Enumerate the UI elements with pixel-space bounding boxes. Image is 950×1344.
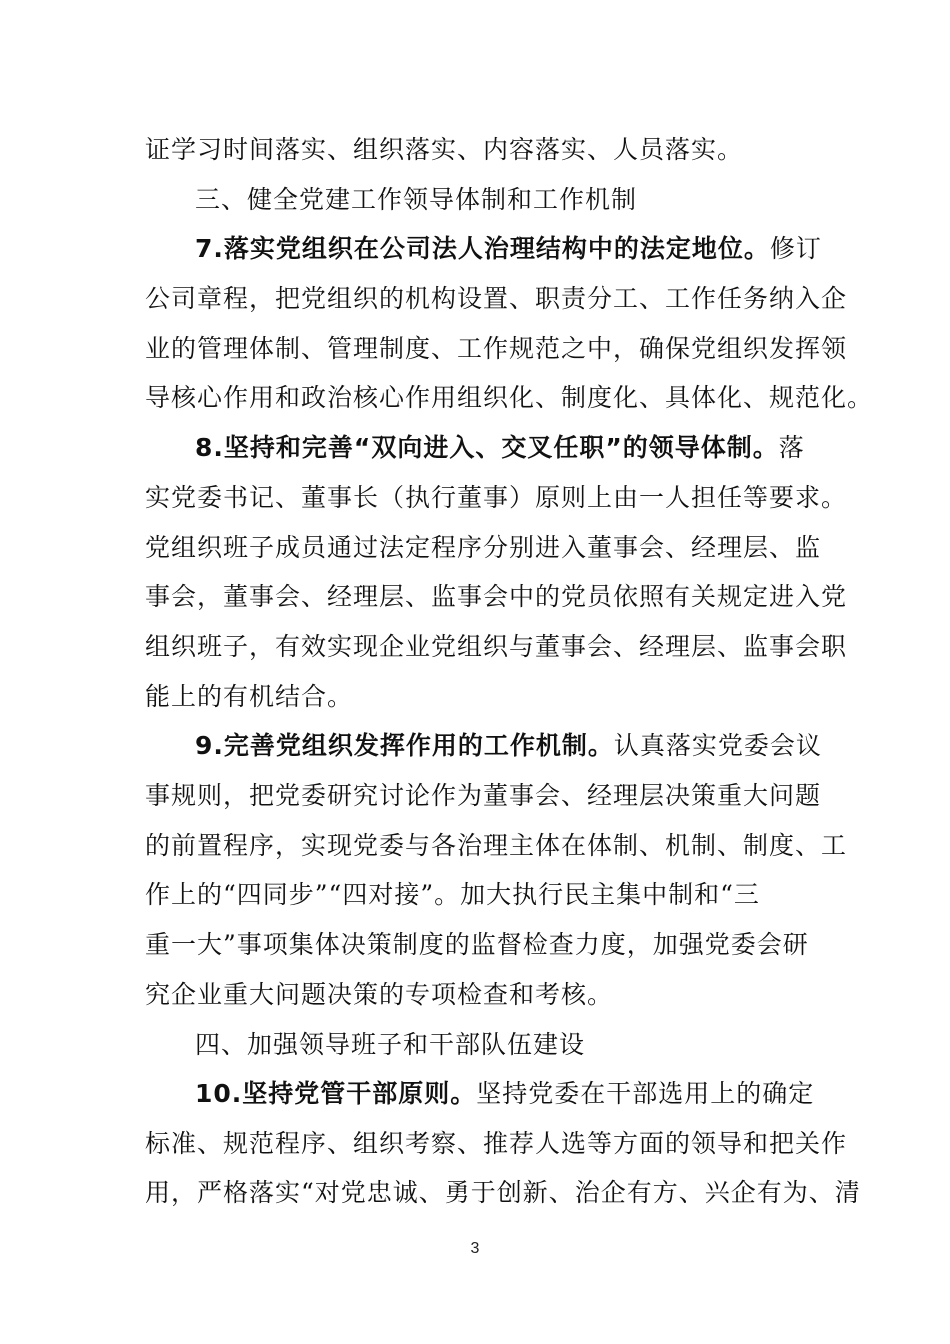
- paragraph-line: 组织班子，有效实现企业党组织与董事会、经理层、监事会职: [145, 632, 848, 661]
- paragraph-10-text: 坚持党委在干部选用上的确定: [476, 1079, 815, 1108]
- paragraph-line: 党组织班子成员通过法定程序分别进入董事会、经理层、监: [145, 533, 822, 562]
- paragraph-9-title: 9.完善党组织发挥作用的工作机制。: [195, 731, 614, 760]
- paragraph-line: 证学习时间落实、组织落实、内容落实、人员落实。: [145, 135, 744, 164]
- paragraph-7-line-1: [195, 229, 825, 269]
- paragraph-line: 作上的“四同步”“四对接”。加大执行民主集中制和“三: [145, 880, 760, 909]
- page-number: 3: [470, 1240, 480, 1257]
- paragraph-line: 业的管理体制、管理制度、工作规范之中，确保党组织发挥领: [145, 334, 848, 363]
- paragraph-line: 事规则，把党委研究讨论作为董事会、经理层决策重大问题: [145, 781, 822, 810]
- paragraph-line: 重一大”事项集体决策制度的监督检查力度，加强党委会研: [145, 930, 809, 959]
- paragraph-line: 能上的有机结合。: [145, 682, 354, 711]
- paragraph-7-title: 7.落实党组织在公司法人治理结构中的法定地位。: [195, 234, 770, 263]
- paragraph-line: 的前置程序，实现党委与各治理主体在体制、机制、制度、工: [145, 831, 848, 860]
- paragraph-line: 标准、规范程序、组织考察、推荐人选等方面的领导和把关作: [145, 1129, 848, 1158]
- paragraph-10-line-1: [195, 1074, 825, 1114]
- paragraph-8-title: 8.坚持和完善“双向进入、交叉任职”的领导体制。: [195, 433, 779, 462]
- paragraph-9-line-1: [195, 726, 825, 766]
- paragraph-line: 究企业重大问题决策的专项检查和考核。: [145, 980, 614, 1009]
- paragraph-line: 公司章程，把党组织的机构设置、职责分工、工作任务纳入企: [145, 284, 848, 313]
- paragraph-line: 实党委书记、董事长（执行董事）原则上由一人担任等要求。: [145, 483, 848, 512]
- paragraph-8-line-1: [195, 428, 825, 468]
- paragraph-line: 事会，董事会、经理层、监事会中的党员依照有关规定进入党: [145, 582, 848, 611]
- paragraph-8-text: 落: [778, 433, 805, 462]
- section-heading-3: 三、健全党建工作领导体制和工作机制: [195, 185, 638, 214]
- section-heading-4: 四、加强领导班子和干部队伍建设: [195, 1030, 586, 1059]
- paragraph-line: 导核心作用和政治核心作用组织化、制度化、具体化、规范化。: [145, 383, 874, 412]
- paragraph-9-text: 认真落实党委会议: [613, 731, 822, 760]
- paragraph-10-title: 10.坚持党管干部原则。: [195, 1079, 477, 1108]
- paragraph-line: 用，严格落实“对党忠诚、勇于创新、治企有方、兴企有为、清: [145, 1178, 861, 1207]
- paragraph-7-text: 修订: [769, 234, 822, 263]
